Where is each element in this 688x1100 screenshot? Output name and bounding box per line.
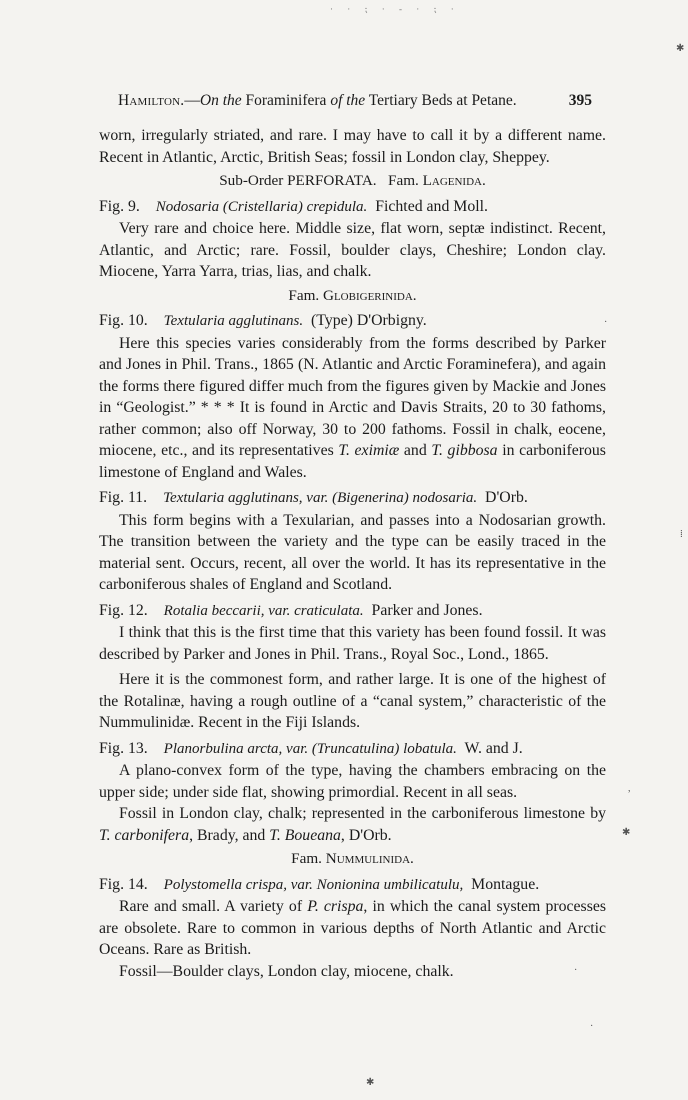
taxon-name: Textularia agglutinans, var. (Bigenerina) nodosaria. — [163, 490, 478, 506]
description-paragraph — [99, 333, 606, 484]
description-paragraph: Here it is the commonest form, and rather large. It is one of the highest of the Rotalinæ, having a rough outline of a “canal system,” characteristic of the Nummulinidæ. Recent in the Fiji Islands. — [99, 671, 606, 731]
running-header — [118, 90, 592, 112]
description-paragraph: Fossil—Boulder clays, London clay, miocene, chalk. — [119, 962, 454, 980]
paragraph-continued: worn, irregularly striated, and rare. I may have to call it by a different name. Recent in Atlantic, Arctic, British Seas; fossil in London clay, Sheppey. — [99, 127, 606, 166]
text-run: , D'Orb. — [340, 826, 392, 844]
scan-specks-top: · · ⁏ · - · ⁏ · — [330, 4, 460, 14]
text-run: Rare and small. A variety of — [119, 898, 303, 915]
family-name: Globigerinida. — [323, 286, 417, 304]
family-heading — [99, 285, 606, 307]
species-name: P. crispa — [307, 898, 364, 915]
taxon-name: Nodosaria (Cristellaria) crepidula. — [155, 198, 368, 215]
family-prefix: Fam. — [288, 286, 320, 304]
page-body — [99, 125, 606, 982]
scan-speck: · — [590, 1021, 594, 1032]
text-run: Fossil in London clay, chalk; represented in the carboniferous limestone by — [119, 805, 606, 822]
header-dash: — — [184, 92, 200, 109]
header-title-forams: Foraminifera — [245, 92, 327, 109]
family-name: Lagenida. — [422, 172, 486, 189]
family-name: Nummulinida. — [325, 850, 414, 867]
taxon-author: Parker and Jones. — [371, 601, 483, 619]
description-paragraph: I think that this is the first time that this variety has been found fossil. It was described by Parker and Jones in Phil. Trans., Royal Soc., Lond., 1865. — [99, 624, 606, 663]
taxon-author: (Type) D'Orbigny. — [311, 312, 427, 329]
text-run: , in which the canal system processes are obsolete. Rare to common in various depths of North Atlantic and Arctic Oceans. Rare as British. — [99, 898, 607, 958]
figure-entry-12 — [99, 600, 606, 623]
taxon-author: D'Orb. — [485, 489, 528, 506]
figure-entry-9 — [99, 196, 606, 219]
figure-entry-11 — [99, 487, 606, 510]
taxon-name: Polystomella crispa, var. Nonionina umbilicatulu, — [163, 876, 464, 893]
figure-label: Fig. 12. — [99, 601, 148, 619]
scan-speck: · — [574, 965, 578, 976]
species-name: T. Boueana — [269, 826, 341, 844]
text-run: Here this species varies considerably from the forms described by Parker and Jones in Phil. Trans., 1865 (N. Atlantic and Arctic Foraminefera), and again the forms there figured differ much from the figures given by Mackie and Jones in “Geologist.” * * * It is found in Arctic and Davis Straits, 20 to 30 fathoms, rather common; also off Norway, 30 to 200 fathoms. Fossil in chalk, eocene, miocene, etc., and its representatives — [99, 334, 606, 459]
description-paragraph — [99, 896, 606, 961]
scan-speck: ✱ — [622, 827, 631, 838]
scan-speck: ⁞ — [680, 529, 683, 540]
taxon-name: Rotalia beccarii, var. craticulata. — [163, 602, 364, 619]
header-title-on: On the — [199, 92, 242, 109]
scan-speck: ✱ — [366, 1077, 375, 1088]
header-author: Hamilton. — [118, 92, 185, 109]
header-title-of: of the — [330, 92, 366, 109]
species-name: T. gibbosa — [431, 442, 498, 459]
family-heading — [99, 848, 606, 870]
taxon-name: Planorbulina arcta, var. (Truncatulina) lobatula. — [163, 740, 457, 757]
figure-entry-14 — [99, 874, 606, 897]
family-prefix: Fam. — [388, 172, 419, 189]
scan-speck: , — [628, 783, 631, 794]
text-run: , Brady, and — [189, 826, 266, 844]
figure-label: Fig. 13. — [99, 739, 148, 757]
taxon-author: W. and J. — [464, 739, 523, 757]
species-name: T. eximiæ — [338, 442, 400, 459]
figure-entry-10 — [99, 310, 606, 333]
figure-entry-13 — [99, 738, 606, 761]
text-run: in carboniferous limestone of England and Wales. — [99, 442, 606, 481]
scan-speck: ✱ — [676, 43, 685, 54]
description-paragraph: Very rare and choice here. Middle size, flat worn, septæ indistinct. Recent, Atlantic, and Arctic; rare. Fossil, boulder clays, Cheshire; London clay. Miocene, Yarra Yarra, trias, lias, and chalk. — [99, 220, 606, 280]
taxon-name: Textularia agglutinans. — [163, 313, 304, 329]
suborder-title: Sub-Order PERFORATA. — [219, 172, 377, 189]
figure-label: Fig. 14. — [99, 875, 148, 893]
text-run: and — [403, 442, 427, 459]
taxon-author: Fichted and Moll. — [375, 197, 488, 215]
figure-label: Fig. 9. — [99, 197, 140, 215]
taxon-author: Montague. — [471, 875, 540, 893]
header-title-rest: Tertiary Beds at Petane. — [368, 92, 517, 109]
description-paragraph — [99, 803, 606, 846]
species-name: T. carbonifera — [99, 826, 190, 844]
description-paragraph: A plano-convex form of the type, having the chambers embracing on the upper side; under side flat, showing primordial. Recent in all seas. — [99, 762, 606, 801]
figure-label: Fig. 10. — [99, 312, 148, 329]
scan-speck: · — [604, 317, 608, 328]
page-number: 395 — [568, 92, 592, 109]
family-prefix: Fam. — [291, 850, 322, 867]
description-paragraph: This form begins with a Texularian, and passes into a Nodosarian growth. The transition between the variety and the type can be easily traced in the material sent. Occurs, recent, all over the world. It has its representative in the carboniferous shales of England and Scotland. — [99, 511, 606, 593]
figure-label: Fig. 11. — [99, 489, 148, 506]
suborder-heading — [99, 170, 606, 192]
